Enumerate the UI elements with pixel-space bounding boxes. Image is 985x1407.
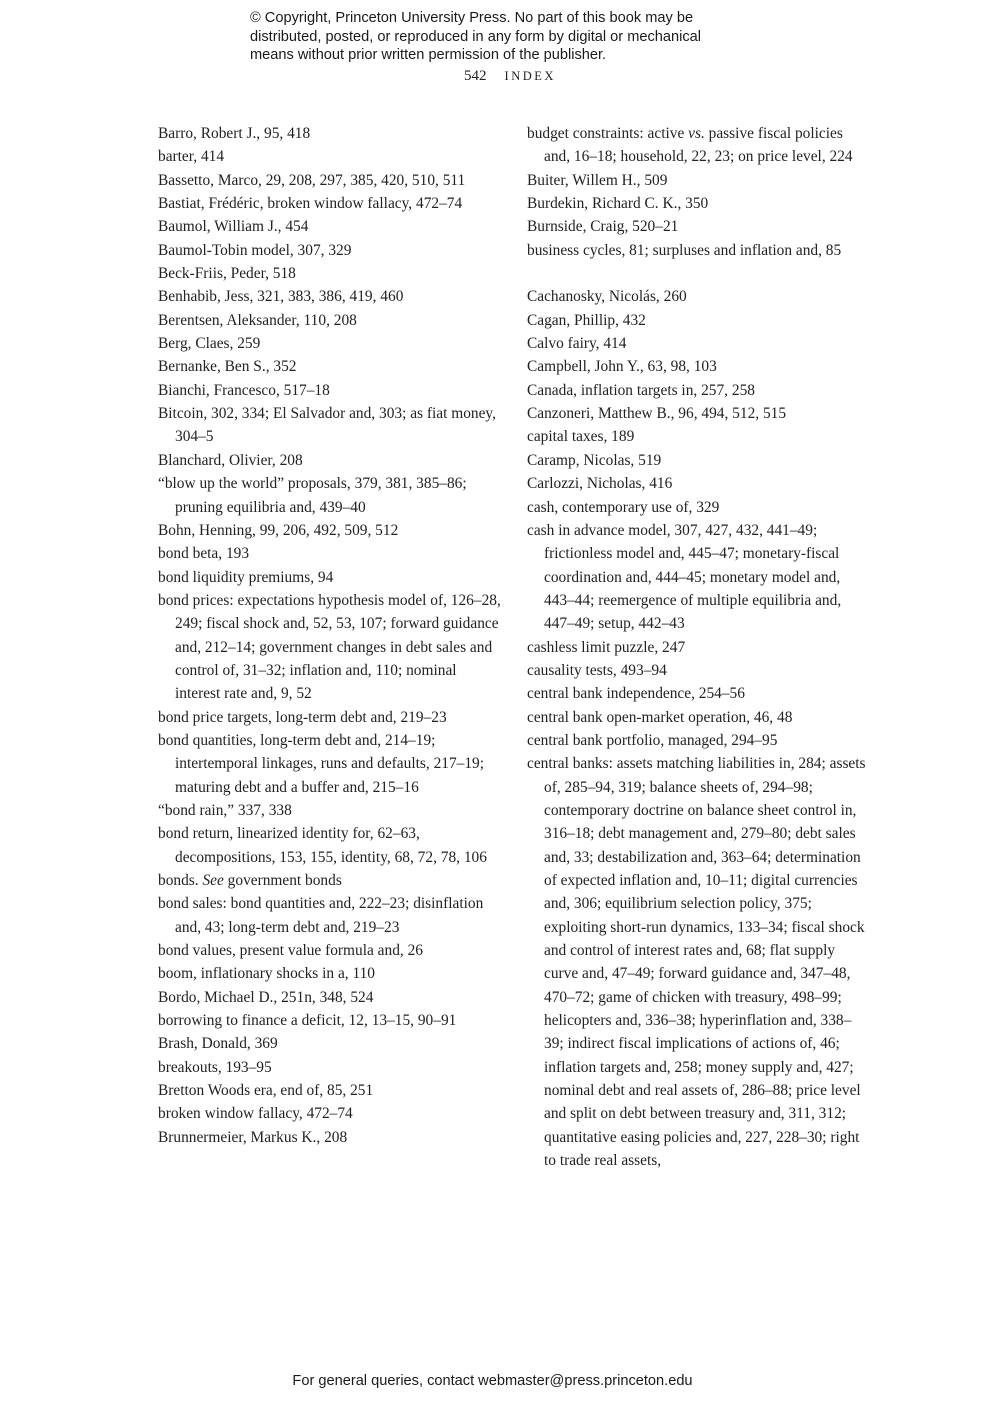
index-entry: Calvo fairy, 414 — [527, 335, 627, 353]
index-entry: central bank open-market operation, 46, 48 — [527, 708, 793, 726]
running-head — [0, 68, 985, 85]
index-entry: bond liquidity premiums, 94 — [158, 568, 334, 586]
index-entry: capital taxes, 189 — [527, 428, 635, 446]
letter-group-gap — [527, 262, 867, 285]
index-entry: bond quantities, long-term debt and, 214–19; intertemporal linkages, runs and defaults, 217–19; maturing debt and a buffer and, 215–16 — [158, 731, 485, 796]
copyright-line: means without prior written permission of the publisher. — [250, 47, 607, 63]
index-entry: borrowing to finance a deficit, 12, 13–15, 90–91 — [158, 1012, 457, 1030]
index-entry: Carlozzi, Nicholas, 416 — [527, 475, 673, 493]
index-entry: Barro, Robert J., 95, 418 — [158, 125, 311, 142]
index-entry: “blow up the world” proposals, 379, 381, 385–86; pruning equilibria and, 439–40 — [158, 475, 467, 516]
index-entry: bond return, linearized identity for, 62–63, decompositions, 153, 155, identity, 68, 72, 78, 106 — [158, 825, 487, 866]
index-entry: Bitcoin, 302, 334; El Salvador and, 303; as fiat money, 304–5 — [158, 405, 496, 446]
index-entry: cashless limit puzzle, 247 — [527, 638, 686, 656]
index-entry: Baumol-Tobin model, 307, 329 — [158, 241, 352, 259]
entry-text: bonds. — [158, 872, 203, 889]
index-entry: central bank independence, 254–56 — [527, 685, 745, 703]
index-entry: Bordo, Michael D., 251n, 348, 524 — [158, 988, 374, 1006]
index-column-right — [527, 122, 867, 1172]
index-entry: Benhabib, Jess, 321, 383, 386, 419, 460 — [158, 288, 404, 306]
index-entry: Canada, inflation targets in, 257, 258 — [527, 381, 755, 399]
entry-italic: vs. — [688, 125, 705, 142]
index-entry: Canzoneri, Matthew B., 96, 494, 512, 515 — [527, 405, 787, 423]
index-entry: central banks: assets matching liabilities in, 284; assets of, 285–94, 319; balance sheets of, 294–98; contemporary doctrine on balance sheet control in, 316–18; debt management and, 279–80; debt sales and, 33; destabilization and, 363–64; determination of expected inflation and, 10–11; digital currencies and, 306; equilibrium selection policy, 375; exploiting short-run dynamics, 133–34; fiscal shock and control of interest rates and, 68; flat supply curve and, 47–49; forward guidance and, 347–48, 470–72; game of chicken with treasury, 498–99; helicopters and, 336–38; hyperinflation and, 338–39; indirect fiscal implications of actions of, 46; inflation targets and, 258; money supply and, 427; nominal debt and real assets of, 286–88; price level and split on debt between treasury and, 311, 312; quantitative easing policies and, 227, 228–30; right to trade real assets, — [527, 755, 866, 1170]
footer-contact: For general queries, contact webmaster@press.princeton.edu — [292, 1373, 693, 1389]
index-entry: Blanchard, Olivier, 208 — [158, 451, 303, 469]
entry-text: government bonds — [223, 872, 342, 889]
index-entry: Bianchi, Francesco, 517–18 — [158, 381, 330, 399]
entry-text: budget constraints: active — [527, 125, 689, 142]
index-entry: bond price targets, long-term debt and, 219–23 — [158, 708, 447, 726]
index-entry: Bohn, Henning, 99, 206, 492, 509, 512 — [158, 521, 399, 539]
section-title: INDEX — [504, 69, 556, 83]
index-entry: bond sales: bond quantities and, 222–23; disinflation and, 43; long-term debt and, 219–23 — [158, 895, 484, 936]
index-entry: Brunnermeier, Markus K., 208 — [158, 1128, 348, 1146]
index-entry: bond values, present value formula and, 26 — [158, 942, 423, 960]
index-entry: cash, contemporary use of, 329 — [527, 498, 720, 516]
copyright-notice — [250, 9, 770, 65]
page-number: 542 — [464, 68, 487, 84]
index-entry: Burnside, Craig, 520–21 — [527, 218, 679, 236]
index-entry: Bastiat, Frédéric, broken window fallacy, 472–74 — [158, 195, 463, 213]
index-entry — [527, 122, 867, 169]
copyright-line: distributed, posted, or reproduced in any form by digital or mechanical — [250, 28, 702, 45]
index-entry: “bond rain,” 337, 338 — [158, 801, 292, 819]
entry-italic: See — [202, 872, 224, 889]
index-entry: boom, inflationary shocks in a, 110 — [158, 965, 376, 983]
index-entry: causality tests, 493–94 — [527, 661, 667, 679]
index-entry: Beck-Friis, Peder, 518 — [158, 265, 296, 283]
index-entry: bond beta, 193 — [158, 545, 250, 563]
index-entry: Bassetto, Marco, 29, 208, 297, 385, 420, 510, 511 — [158, 171, 466, 189]
index-entry: breakouts, 193–95 — [158, 1058, 272, 1076]
index-entry — [158, 869, 503, 892]
index-entry: Bernanke, Ben S., 352 — [158, 358, 297, 376]
index-column-left — [158, 122, 503, 1149]
index-entry: cash in advance model, 307, 427, 432, 441–49; frictionless model and, 445–47; monetary-fiscal coordination and, 444–45; monetary model and, 443–44; reemergence of multiple equilibria and, 447–49; setup, 442–43 — [527, 521, 842, 633]
index-entry: Burdekin, Richard C. K., 350 — [527, 195, 709, 213]
index-entry: bond prices: expectations hypothesis model of, 126–28, 249; fiscal shock and, 52, 53, 107; forward guidance and, 212–14; government changes in debt sales and control of, 31–32; inflation and, 110; nominal interest rate and, 9, 52 — [158, 591, 501, 703]
index-entry: Caramp, Nicolas, 519 — [527, 451, 662, 469]
index-entry: business cycles, 81; surpluses and inflation and, 85 — [527, 241, 842, 259]
index-entry: Bretton Woods era, end of, 85, 251 — [158, 1082, 374, 1100]
index-entry: Buiter, Willem H., 509 — [527, 171, 668, 189]
index-entry: central bank portfolio, managed, 294–95 — [527, 731, 778, 749]
index-entry: Cachanosky, Nicolás, 260 — [527, 288, 687, 306]
copyright-line: © Copyright, Princeton University Press. No part of this book may be — [250, 10, 694, 26]
index-entry: Cagan, Phillip, 432 — [527, 311, 646, 329]
index-entry: Berentsen, Aleksander, 110, 208 — [158, 311, 357, 329]
index-entry: Baumol, William J., 454 — [158, 218, 309, 236]
index-entry: Berg, Claes, 259 — [158, 335, 261, 353]
index-entry: Brash, Donald, 369 — [158, 1035, 278, 1053]
index-entry: barter, 414 — [158, 148, 225, 166]
index-entry: Campbell, John Y., 63, 98, 103 — [527, 358, 717, 376]
index-entry: broken window fallacy, 472–74 — [158, 1105, 353, 1123]
entry-text: passive fiscal policies and, 16–18; household, 22, 23; on price level, 224 — [544, 125, 853, 166]
